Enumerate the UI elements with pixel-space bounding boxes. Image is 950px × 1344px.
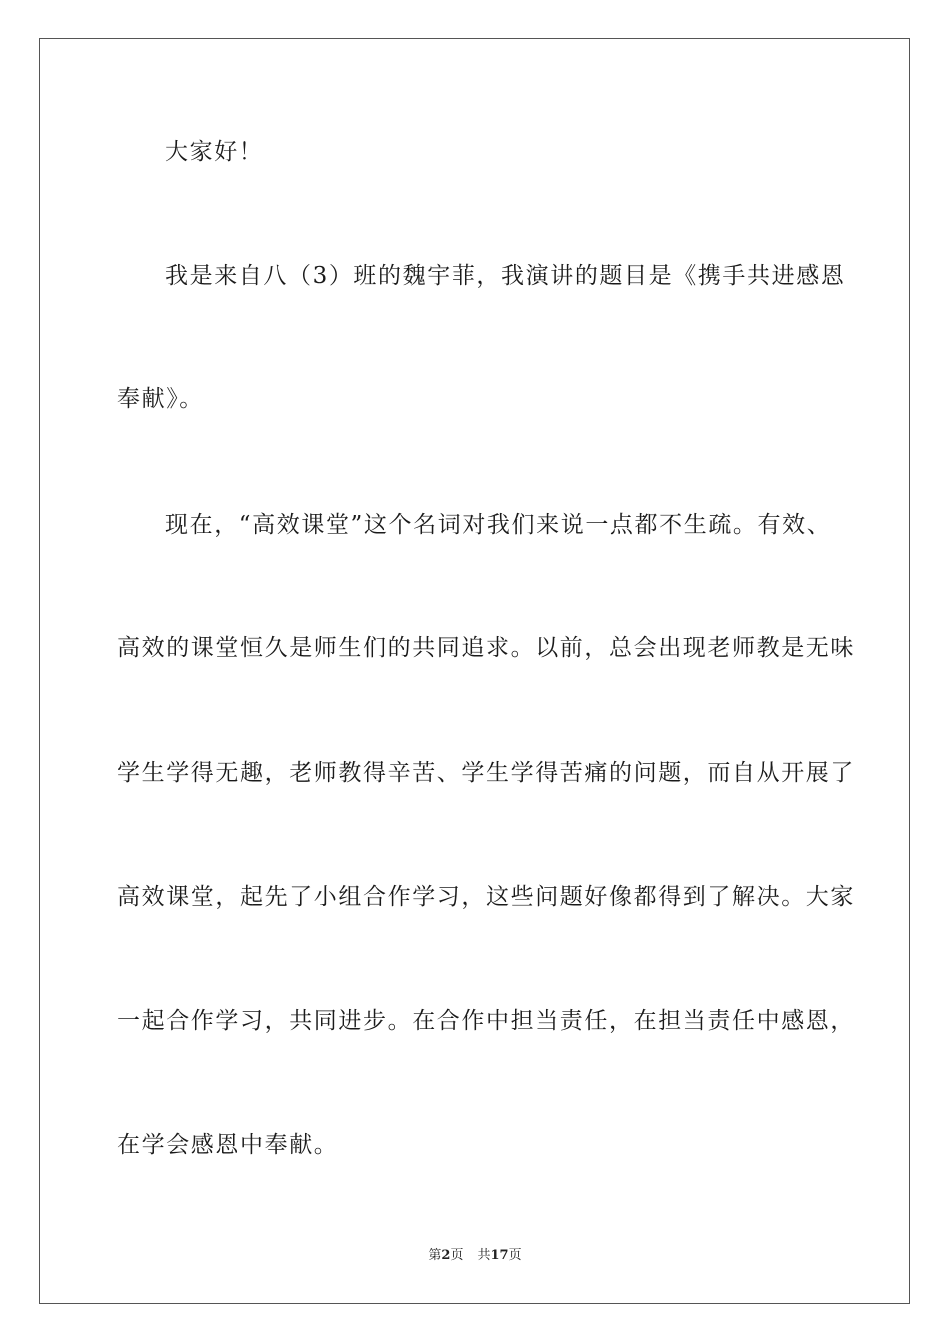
page-prefix: 第	[428, 1248, 442, 1263]
total-suffix: 页	[508, 1248, 522, 1263]
paragraph-2-line-3: 学生学得无趣，老师教得辛苦、学生学得苦痛的问题，而自从开展了	[117, 760, 855, 786]
paragraph-1-line-1: 我是来自八（3）班的魏宇菲，我演讲的题目是《携手共进感恩	[165, 263, 846, 289]
page-suffix: 页	[450, 1248, 464, 1263]
paragraph-2-line-6: 在学会感恩中奉献。	[117, 1132, 339, 1158]
paragraph-1-line-2: 奉献》。	[117, 386, 204, 412]
paragraph-2-line-1: 现在，“高效课堂”这个名词对我们来说一点都不生疏。有效、	[165, 512, 832, 538]
page-border	[39, 38, 910, 1304]
paragraph-2-line-5: 一起合作学习，共同进步。在合作中担当责任，在担当责任中感恩，	[117, 1008, 855, 1034]
page-footer	[0, 1247, 950, 1265]
total-pages: 17	[490, 1248, 509, 1263]
page-number: 2	[441, 1248, 451, 1263]
greeting-line: 大家好！	[165, 139, 264, 165]
total-prefix: 共	[477, 1248, 491, 1263]
paragraph-2-line-4: 高效课堂，起先了小组合作学习，这些问题好像都得到了解决。大家	[117, 884, 855, 910]
paragraph-2-line-2: 高效的课堂恒久是师生们的共同追求。以前，总会出现老师教是无味	[117, 635, 855, 661]
